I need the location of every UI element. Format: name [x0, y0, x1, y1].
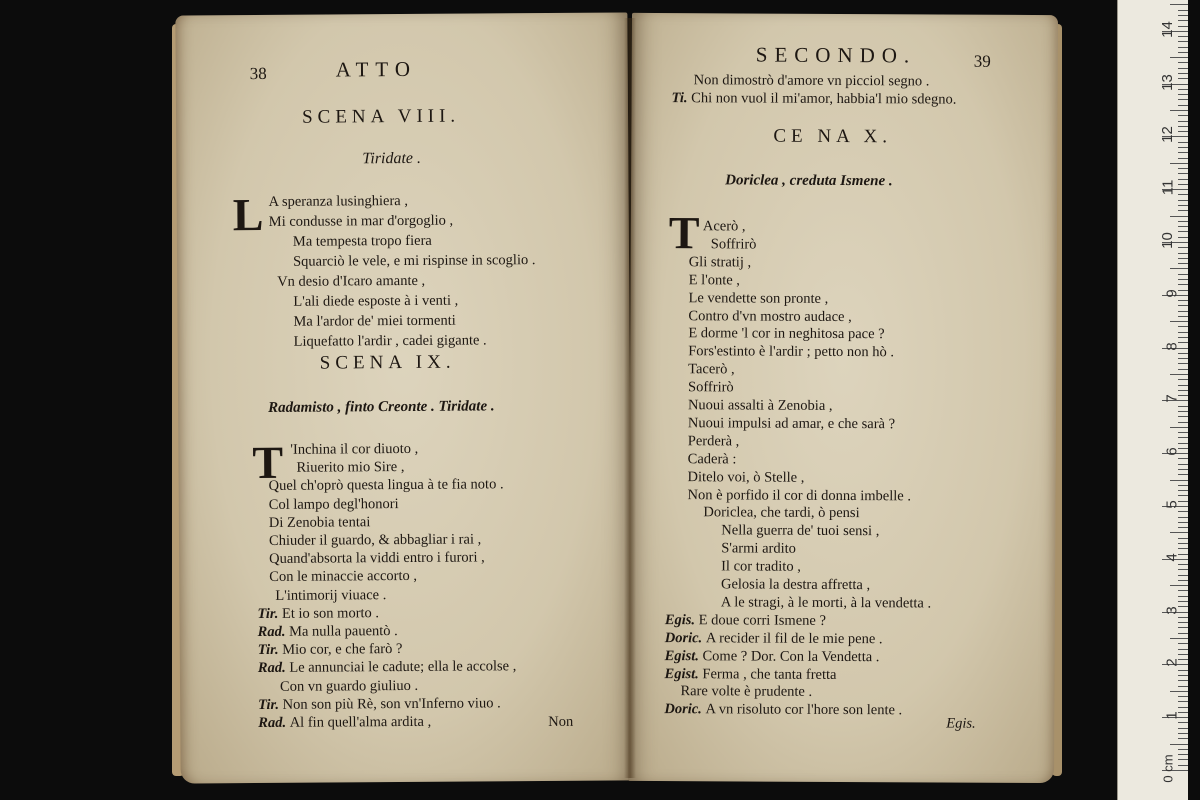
- ruler-tick: [1178, 10, 1188, 11]
- ruler-tick: [1178, 369, 1188, 370]
- ruler-tick: [1178, 184, 1188, 185]
- line-text: Mio cor, e che farò ?: [282, 641, 403, 659]
- ruler-tick: [1178, 580, 1188, 581]
- ruler-tick: [1170, 744, 1188, 745]
- ruler-tick: [1178, 200, 1188, 201]
- ruler-tick: [1178, 765, 1188, 766]
- measuring-ruler: [1117, 0, 1188, 800]
- dialogue-line: [689, 271, 740, 289]
- ruler-tick: [1178, 416, 1188, 417]
- ruler-tick: [1178, 168, 1188, 169]
- running-head-left: ATTO: [335, 56, 418, 82]
- left-page: [175, 12, 632, 783]
- ruler-tick: [1178, 179, 1188, 180]
- verse-line: L'ali diede esposte à i venti ,: [293, 292, 459, 310]
- ruler-tick: [1178, 437, 1188, 438]
- line-text: Le vendette son pronte ,: [688, 289, 829, 307]
- catchword-right: Egis.: [946, 715, 976, 732]
- scene-viii-speaker: Tiridate .: [362, 149, 422, 168]
- ruler-tick: [1170, 532, 1188, 533]
- dialogue-line: [703, 504, 859, 523]
- ruler-tick: [1178, 237, 1188, 238]
- verse-line: Squarciò le vele, e mi rispinse in scoglio .: [292, 252, 536, 270]
- ruler-tick: [1178, 263, 1188, 264]
- dialogue-line: [721, 522, 879, 541]
- dialogue-line: [258, 658, 517, 678]
- dialogue-line: [296, 458, 404, 477]
- line-text: Come ? Dor. Con la Vendetta .: [702, 647, 880, 665]
- ruler-tick: [1178, 231, 1188, 232]
- verse-line: Liquefatto l'ardir , cadei gigante .: [293, 332, 487, 350]
- ruler-tick: [1178, 575, 1188, 576]
- speaker-abbrev: Egist.: [664, 647, 703, 664]
- ruler-tick: [1178, 316, 1188, 317]
- dialogue-line: [687, 486, 911, 505]
- ruler-tick: [1178, 258, 1188, 259]
- ruler-number: 9: [1163, 289, 1181, 298]
- ruler-tick: [1178, 337, 1188, 338]
- ruler-tick: [1178, 147, 1188, 148]
- dialogue-line: [688, 414, 895, 433]
- line-text: Caderà :: [687, 450, 737, 468]
- dialogue-line: [280, 677, 418, 696]
- ruler-tick: [1178, 411, 1188, 412]
- ruler-number: 10: [1159, 232, 1177, 249]
- line-text: Col lampo degl'honori: [268, 495, 399, 513]
- ruler-tick: [1178, 15, 1188, 16]
- line-text: Non dimostrò d'amore vn picciol segno .: [693, 72, 930, 90]
- ruler-tick: [1178, 601, 1188, 602]
- line-text: Acerò ,: [702, 218, 746, 235]
- line-text: Ferma , che tanta fretta: [702, 665, 837, 683]
- line-text: A recider il fil de le mie pene .: [705, 629, 883, 647]
- book-gutter: [624, 18, 636, 778]
- ruler-tick: [1178, 517, 1188, 518]
- scene-x-speakers: Doriclea , creduta Ismene .: [725, 172, 893, 190]
- ruler-tick: [1178, 686, 1188, 687]
- speaker-abbrev: Tir.: [257, 605, 283, 622]
- dialogue-line: [688, 289, 828, 308]
- line-text: L'intimorij viuace .: [275, 586, 387, 604]
- ruler-tick: [1178, 622, 1188, 623]
- ruler-tick: [1178, 94, 1188, 95]
- ruler-tick: [1178, 754, 1188, 755]
- ruler-tick: [1170, 638, 1188, 639]
- ruler-tick: [1178, 105, 1188, 106]
- line-text: Rare volte è prudente .: [680, 683, 813, 701]
- ruler-tick: [1178, 152, 1188, 153]
- ruler-tick: [1178, 36, 1188, 37]
- verse-line: A speranza lusinghiera ,: [268, 192, 409, 210]
- line-text: Il cor tradito ,: [721, 558, 801, 575]
- ruler-tick: [1178, 728, 1188, 729]
- line-text: Soffrirò: [688, 379, 734, 396]
- right-page: [628, 13, 1058, 783]
- ruler-tick: [1178, 633, 1188, 634]
- line-text: Quel ch'oprò questa lingua à te fia noto .: [268, 476, 504, 495]
- ruler-tick: [1178, 247, 1188, 248]
- ruler-tick: [1178, 326, 1188, 327]
- dialogue-line: [688, 432, 740, 450]
- dialogue-line: [290, 440, 418, 459]
- scene-ix-title: SCENA IX.: [319, 351, 456, 374]
- ruler-tick: [1178, 569, 1188, 570]
- ruler-tick: [1178, 26, 1188, 27]
- ruler-tick: [1178, 643, 1188, 644]
- ruler-tick: [1178, 226, 1188, 227]
- ruler-tick: [1178, 490, 1188, 491]
- ruler-tick: [1170, 321, 1188, 322]
- ruler-tick: [1170, 585, 1188, 586]
- ruler-tick: [1178, 210, 1188, 211]
- ruler-number: 5: [1163, 500, 1181, 509]
- dialogue-line: [269, 513, 371, 532]
- ruler-number: 12: [1159, 126, 1177, 144]
- ruler-tick: [1170, 163, 1188, 164]
- dialogue-line: [258, 694, 501, 714]
- ruler-tick: [1178, 158, 1188, 159]
- line-text: Riuerito mio Sire ,: [296, 459, 405, 476]
- line-text: Ma nulla pauentò .: [288, 623, 398, 640]
- ruler-tick: [1178, 654, 1188, 655]
- dialogue-line: [257, 604, 379, 623]
- ruler-tick: [1178, 253, 1188, 254]
- speaker-abbrev: Egist.: [664, 665, 703, 682]
- dialogue-line: [721, 540, 796, 558]
- scene-ix-speakers: Radamisto , finto Creonte . Tiridate .: [268, 398, 495, 416]
- ruler-number: 14: [1159, 20, 1177, 38]
- drop-cap-t-right: T: [668, 207, 700, 259]
- line-text: Tacerò ,: [688, 361, 735, 378]
- line-text: Nella guerra de' tuoi sensi ,: [721, 522, 880, 540]
- dialogue-line: [688, 468, 805, 487]
- ruler-tick: [1178, 649, 1188, 650]
- page-number-right: 39: [973, 51, 991, 71]
- dialogue-line: [665, 611, 826, 630]
- verse-line: Mi condusse in mar d'orgoglio ,: [268, 212, 454, 230]
- dialogue-line: [688, 342, 894, 361]
- ruler-number: 7: [1163, 394, 1181, 404]
- line-text: Nuoui impulsi ad amar, e che sarà ?: [687, 415, 896, 433]
- ruler-tick: [1178, 543, 1188, 544]
- line-text: Con le minaccie accorto ,: [269, 568, 418, 586]
- line-text: A le stragi, à le morti, à la vendetta .: [720, 594, 932, 612]
- dialogue-line: [689, 253, 752, 271]
- line-text: Al fin quell'alma ardita ,: [289, 713, 432, 731]
- line-text: Ditelo voi, ò Stelle ,: [687, 468, 805, 486]
- ruler-tick: [1178, 670, 1188, 671]
- ruler-number: 11: [1159, 179, 1177, 196]
- ruler-tick: [1178, 485, 1188, 486]
- dialogue-line: [688, 396, 833, 415]
- dialogue-line: [711, 235, 757, 253]
- ruler-tick: [1178, 738, 1188, 739]
- speaker-abbrev: Ti.: [671, 90, 692, 107]
- ruler-tick: [1178, 707, 1188, 708]
- ruler-tick: [1178, 121, 1188, 122]
- ruler-tick: [1178, 749, 1188, 750]
- dialogue-line: [694, 71, 930, 90]
- ruler-number: 2: [1163, 658, 1181, 668]
- ruler-tick: [1170, 480, 1188, 481]
- line-text: Nuoui assalti à Zenobia ,: [687, 397, 833, 414]
- ruler-tick: [1178, 564, 1188, 565]
- dialogue-line: [688, 450, 737, 468]
- dialogue-line: [665, 665, 837, 684]
- ruler-tick: [1170, 691, 1188, 692]
- ruler-tick: [1178, 62, 1188, 63]
- ruler-tick: [1178, 99, 1188, 100]
- dialogue-line: [269, 549, 485, 569]
- ruler-number: 6: [1163, 447, 1181, 456]
- line-text: Le annunciai le cadute; ella le accolse ,: [289, 658, 517, 677]
- ruler-tick: [1178, 733, 1188, 734]
- line-text: E doue corri Ismene ?: [698, 612, 826, 629]
- dialogue-line: [721, 575, 870, 594]
- line-text: A vn risoluto cor l'hore son lente .: [705, 701, 903, 719]
- line-text: Non è porfido il cor di donna imbelle .: [687, 486, 912, 504]
- dialogue-line: [703, 217, 746, 235]
- ruler-tick: [1178, 68, 1188, 69]
- line-text: Non son più Rè, son vn'Inferno viuo .: [282, 695, 501, 713]
- ruler-tick: [1178, 511, 1188, 512]
- line-text: E dorme 'l cor in neghitosa pace ?: [688, 325, 885, 343]
- dialogue-line: [688, 378, 734, 396]
- line-text: Con vn guardo giuliuo .: [279, 677, 419, 695]
- dialogue-line: [269, 530, 481, 549]
- ruler-tick: [1178, 548, 1188, 549]
- ruler-tick: [1178, 701, 1188, 702]
- ruler-tick: [1178, 126, 1188, 127]
- ruler-tick: [1178, 538, 1188, 539]
- ruler-tick: [1178, 617, 1188, 618]
- ruler-tick: [1178, 385, 1188, 386]
- dialogue-line: [269, 567, 417, 586]
- speaker-abbrev: Rad.: [257, 623, 290, 641]
- dialogue-line: [258, 622, 398, 641]
- ruler-tick: [1178, 274, 1188, 275]
- dialogue-line: [665, 647, 880, 666]
- ruler-tick: [1178, 495, 1188, 496]
- dialogue-line: [688, 325, 884, 344]
- ruler-tick: [1178, 142, 1188, 143]
- ruler-unit-label: 0 cm: [1160, 754, 1176, 783]
- ruler-tick: [1178, 379, 1188, 380]
- ruler-tick: [1170, 4, 1188, 5]
- ruler-tick: [1170, 427, 1188, 428]
- ruler-number: 13: [1159, 73, 1177, 91]
- line-text: 'Inchina il cor diuoto ,: [290, 440, 419, 458]
- drop-cap-t-left: T: [252, 436, 284, 489]
- open-book: [178, 14, 1056, 782]
- line-text: Chiuder il guardo, & abbagliar i rai ,: [268, 531, 482, 549]
- line-text: Contro d'vn mostro audace ,: [688, 307, 852, 325]
- catchword-left: Non: [548, 713, 574, 731]
- ruler-tick: [1178, 680, 1188, 681]
- ruler-tick: [1178, 279, 1188, 280]
- ruler-number: 3: [1163, 605, 1181, 615]
- ruler-tick: [1178, 596, 1188, 597]
- ruler-tick: [1178, 78, 1188, 79]
- ruler-tick: [1178, 527, 1188, 528]
- dialogue-line: [665, 629, 883, 648]
- dialogue-line: [680, 683, 812, 702]
- verse-line: Vn desio d'Icaro amante ,: [277, 272, 426, 290]
- ruler-tick: [1178, 363, 1188, 364]
- dialogue-line: [275, 586, 386, 605]
- line-text: Di Zenobia tentai: [268, 514, 371, 531]
- line-text: Gli stratij ,: [688, 253, 752, 271]
- ruler-tick: [1170, 374, 1188, 375]
- line-text: Doriclea, che tardi, ò pensi: [703, 504, 860, 522]
- scene-viii-title: SCENA VIII.: [301, 105, 461, 128]
- speaker-abbrev: Doric.: [664, 701, 706, 718]
- ruler-tick: [1178, 443, 1188, 444]
- ruler-tick: [1178, 131, 1188, 132]
- ruler-tick: [1178, 194, 1188, 195]
- ruler-tick: [1178, 722, 1188, 723]
- ruler-tick: [1178, 332, 1188, 333]
- dialogue-line: [258, 640, 403, 659]
- dialogue-line: [258, 713, 431, 732]
- dialogue-line: [269, 495, 399, 514]
- dialogue-line: [721, 593, 931, 612]
- ruler-tick: [1170, 268, 1188, 269]
- dialogue-line: [269, 476, 504, 496]
- line-text: Chi non vuol il mi'amor, habbia'l mio sdegno.: [691, 90, 957, 108]
- scene-x-title: CE NA X.: [773, 125, 893, 148]
- speaker-abbrev: Tir.: [258, 696, 283, 713]
- ruler-tick: [1178, 73, 1188, 74]
- line-text: Quand'absorta la viddi entro i furori ,: [269, 549, 485, 568]
- ruler-tick: [1178, 89, 1188, 90]
- ruler-tick: [1178, 474, 1188, 475]
- speaker-abbrev: Rad.: [258, 714, 290, 732]
- dialogue-line: [721, 557, 801, 575]
- ruler-tick: [1178, 173, 1188, 174]
- ruler-tick: [1178, 432, 1188, 433]
- ruler-tick: [1178, 20, 1188, 21]
- page-number-left: 38: [249, 63, 267, 84]
- ruler-tick: [1178, 47, 1188, 48]
- line-text: E l'onte ,: [688, 271, 741, 289]
- line-text: Gelosia la destra affretta ,: [720, 576, 871, 594]
- ruler-tick: [1178, 406, 1188, 407]
- line-text: Perderà ,: [687, 432, 740, 450]
- ruler-tick: [1178, 311, 1188, 312]
- dialogue-line: [664, 700, 902, 719]
- ruler-number: 4: [1163, 553, 1181, 562]
- line-text: Et io son morto .: [281, 604, 380, 622]
- ruler-tick: [1178, 115, 1188, 116]
- ruler-tick: [1178, 590, 1188, 591]
- ruler-tick: [1178, 464, 1188, 465]
- line-text: Soffrirò: [710, 236, 757, 253]
- ruler-tick: [1178, 52, 1188, 53]
- ruler-tick: [1178, 353, 1188, 354]
- ruler-tick: [1178, 221, 1188, 222]
- verse-line: Ma l'ardor de' miei tormenti: [293, 312, 456, 330]
- speaker-abbrev: Doric.: [664, 629, 706, 646]
- ruler-tick: [1178, 458, 1188, 459]
- dialogue-line: [688, 360, 735, 378]
- dialogue-line: [688, 307, 851, 326]
- ruler-tick: [1178, 759, 1188, 760]
- ruler-tick: [1178, 675, 1188, 676]
- ruler-tick: [1178, 627, 1188, 628]
- ruler-tick: [1178, 422, 1188, 423]
- ruler-tick: [1178, 390, 1188, 391]
- ruler-tick: [1170, 57, 1188, 58]
- running-head-right: SECONDO.: [755, 42, 917, 68]
- ruler-tick: [1170, 216, 1188, 217]
- ruler-tick: [1178, 696, 1188, 697]
- ruler-tick: [1178, 300, 1188, 301]
- drop-cap-l: L: [232, 188, 264, 241]
- ruler-number: 1: [1163, 711, 1181, 720]
- ruler-tick: [1178, 522, 1188, 523]
- ruler-tick: [1178, 205, 1188, 206]
- dialogue-line: [672, 89, 957, 108]
- ruler-tick: [1178, 41, 1188, 42]
- verse-line: Ma tempesta tropo fiera: [292, 232, 432, 250]
- line-text: Fors'estinto è l'ardir ; petto non hò .: [688, 343, 895, 361]
- ruler-tick: [1178, 284, 1188, 285]
- speaker-abbrev: Rad.: [257, 660, 290, 677]
- ruler-tick: [1170, 110, 1188, 111]
- line-text: S'armi ardito: [721, 540, 796, 557]
- speaker-abbrev: Tir.: [257, 642, 283, 659]
- speaker-abbrev: Egis.: [664, 611, 699, 629]
- ruler-number: 8: [1163, 341, 1181, 351]
- ruler-tick: [1178, 358, 1188, 359]
- ruler-tick: [1178, 469, 1188, 470]
- ruler-tick: [1178, 305, 1188, 306]
